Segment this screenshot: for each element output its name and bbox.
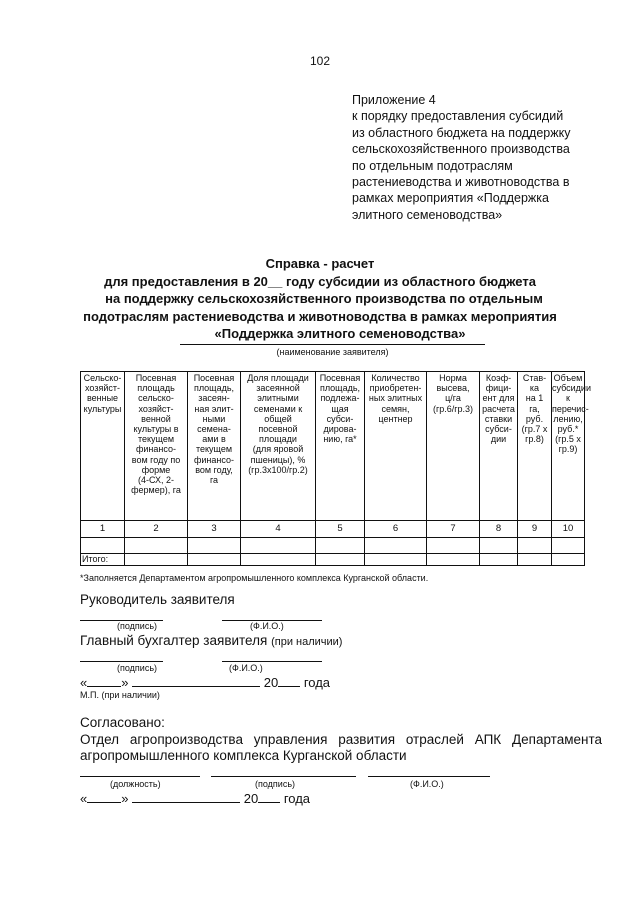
day-blank xyxy=(87,792,121,803)
table-cell xyxy=(552,538,585,554)
signature-label: (подпись) xyxy=(255,779,296,789)
table-cell xyxy=(427,554,480,566)
table-cell xyxy=(316,538,365,554)
title-line: подотраслям растениеводства и животноводства в рамках мероприятия xyxy=(83,308,557,324)
header-cell: Став- ка на 1 га, руб. (гр.7 х гр.8) xyxy=(518,372,552,521)
header-cell: Норма высева, ц/га (гр.6/гр.3) xyxy=(427,372,480,521)
date-quote-open: « xyxy=(80,675,88,690)
footnote: *Заполняется Департаментом агропромышленного комплекса Курганской области. xyxy=(80,573,429,583)
appendix-block xyxy=(352,92,622,223)
header-cell: Сельско- хозяйст- венные культуры xyxy=(81,372,125,521)
head-applicant-title: Руководитель заявителя xyxy=(80,592,235,607)
department-line: агропромышленного комплекса Курганской области xyxy=(80,748,407,763)
column-number: 5 xyxy=(316,521,365,538)
appendix-line: по отдельным подотраслям xyxy=(352,158,513,173)
fio-label: (Ф.И.О.) xyxy=(410,779,444,789)
fio-label: (Ф.И.О.) xyxy=(250,621,284,631)
column-number: 1 xyxy=(81,521,125,538)
year-suffix: года xyxy=(283,791,311,806)
agreed-heading: Согласовано: xyxy=(80,715,165,730)
table-cell xyxy=(188,538,241,554)
year-blank xyxy=(258,792,280,803)
position-line xyxy=(80,776,200,777)
column-number: 10 xyxy=(552,521,585,538)
position-label: (должность) xyxy=(110,779,161,789)
table-cell xyxy=(188,554,241,566)
applicant-name-line xyxy=(180,344,485,345)
header-cell: Посевная площадь сельско- хозяйст- венной культуры в текущем финансо- вом году по форме (4-СХ, 2- фермер), га xyxy=(125,372,188,521)
column-number: 6 xyxy=(365,521,427,538)
title-line: Справка - расчет xyxy=(265,256,375,271)
header-cell: Объем субсидии к перечис- лению, руб.* (гр.5 х гр.9) xyxy=(552,372,585,521)
date-line xyxy=(80,675,330,690)
header-cell: Доля площади засеянной элитными семенами к общей посевной площади (для яровой пшеницы), % (гр.3х100/гр.2) xyxy=(241,372,316,521)
table-cell xyxy=(518,538,552,554)
title-line: «Поддержка элитного семеноводства» xyxy=(214,326,466,341)
table-cell xyxy=(241,538,316,554)
column-number-row xyxy=(81,521,585,538)
appendix-line: к порядку предоставления субсидий xyxy=(352,109,564,124)
accountant-title xyxy=(80,633,342,648)
total-label: Итого: xyxy=(81,554,125,566)
signature-label: (подпись) xyxy=(117,621,158,631)
table-header-row xyxy=(81,372,585,521)
accountant-title-text: Главный бухгалтер заявителя xyxy=(80,633,268,648)
date-quote-open: « xyxy=(80,791,88,806)
fio-line xyxy=(368,776,490,777)
year-prefix: 20 xyxy=(263,675,279,690)
appendix-line: элитного семеноводства» xyxy=(352,207,503,222)
table-cell xyxy=(365,538,427,554)
signature-line xyxy=(211,776,356,777)
header-cell: Посевная площадь, подлежа- щая субси- дирова- нию, га* xyxy=(316,372,365,521)
appendix-line: растениеводства и животноводства в xyxy=(352,175,570,190)
column-number: 8 xyxy=(480,521,518,538)
year-suffix: года xyxy=(303,675,331,690)
table-cell xyxy=(427,538,480,554)
year-blank xyxy=(278,676,300,687)
table-cell xyxy=(518,554,552,566)
header-cell: Посевная площадь, засеян- ная элит- ными семена- ами в текущем финансо- вом году, га xyxy=(188,372,241,521)
applicant-name-label: (наименование заявителя) xyxy=(276,347,389,357)
accountant-note: (при наличии) xyxy=(271,636,343,648)
fio-label: (Ф.И.О.) xyxy=(229,663,263,673)
appendix-line: рамках мероприятия «Поддержка xyxy=(352,191,549,206)
signature-label: (подпись) xyxy=(117,663,158,673)
total-row xyxy=(81,554,585,566)
stamp-place-label: М.П. (при наличии) xyxy=(80,690,160,700)
calculation-table xyxy=(80,371,591,566)
fio-line xyxy=(222,661,322,662)
department-line: Отдел агропроизводства управления развития отраслей АПК Департамента xyxy=(80,732,602,747)
table-cell xyxy=(480,538,518,554)
appendix-line: сельскохозяйственного производства xyxy=(352,142,570,157)
table-cell xyxy=(81,538,125,554)
title-line: на поддержку сельскохозяйственного производства по отдельным xyxy=(105,291,543,306)
column-number: 2 xyxy=(125,521,188,538)
table-row xyxy=(81,538,585,554)
table-cell xyxy=(125,538,188,554)
date-quote-close: » xyxy=(121,791,129,806)
page-number: 102 xyxy=(309,54,331,68)
table-cell xyxy=(241,554,316,566)
table-cell xyxy=(552,554,585,566)
day-blank xyxy=(87,676,121,687)
column-number: 3 xyxy=(188,521,241,538)
appendix-line: Приложение 4 xyxy=(352,93,436,107)
header-cell: Коэф- фици- ент для расчета ставки субси- дии xyxy=(480,372,518,521)
date-quote-close: » xyxy=(121,675,129,690)
month-blank xyxy=(132,792,240,803)
month-blank xyxy=(132,676,260,687)
year-prefix: 20 xyxy=(243,791,259,806)
appendix-line: из областного бюджета на поддержку xyxy=(352,125,571,140)
table-cell xyxy=(365,554,427,566)
table-cell xyxy=(125,554,188,566)
table-cell xyxy=(480,554,518,566)
table-cell xyxy=(316,554,365,566)
title-line: для предоставления в 20__ году субсидии из областного бюджета xyxy=(104,273,536,289)
signature-line xyxy=(80,661,163,662)
header-cell: Количество приобретен- ных элитных семян, центнер xyxy=(365,372,427,521)
date-line xyxy=(80,791,310,806)
column-number: 4 xyxy=(241,521,316,538)
document-title xyxy=(0,255,640,343)
column-number: 7 xyxy=(427,521,480,538)
column-number: 9 xyxy=(518,521,552,538)
